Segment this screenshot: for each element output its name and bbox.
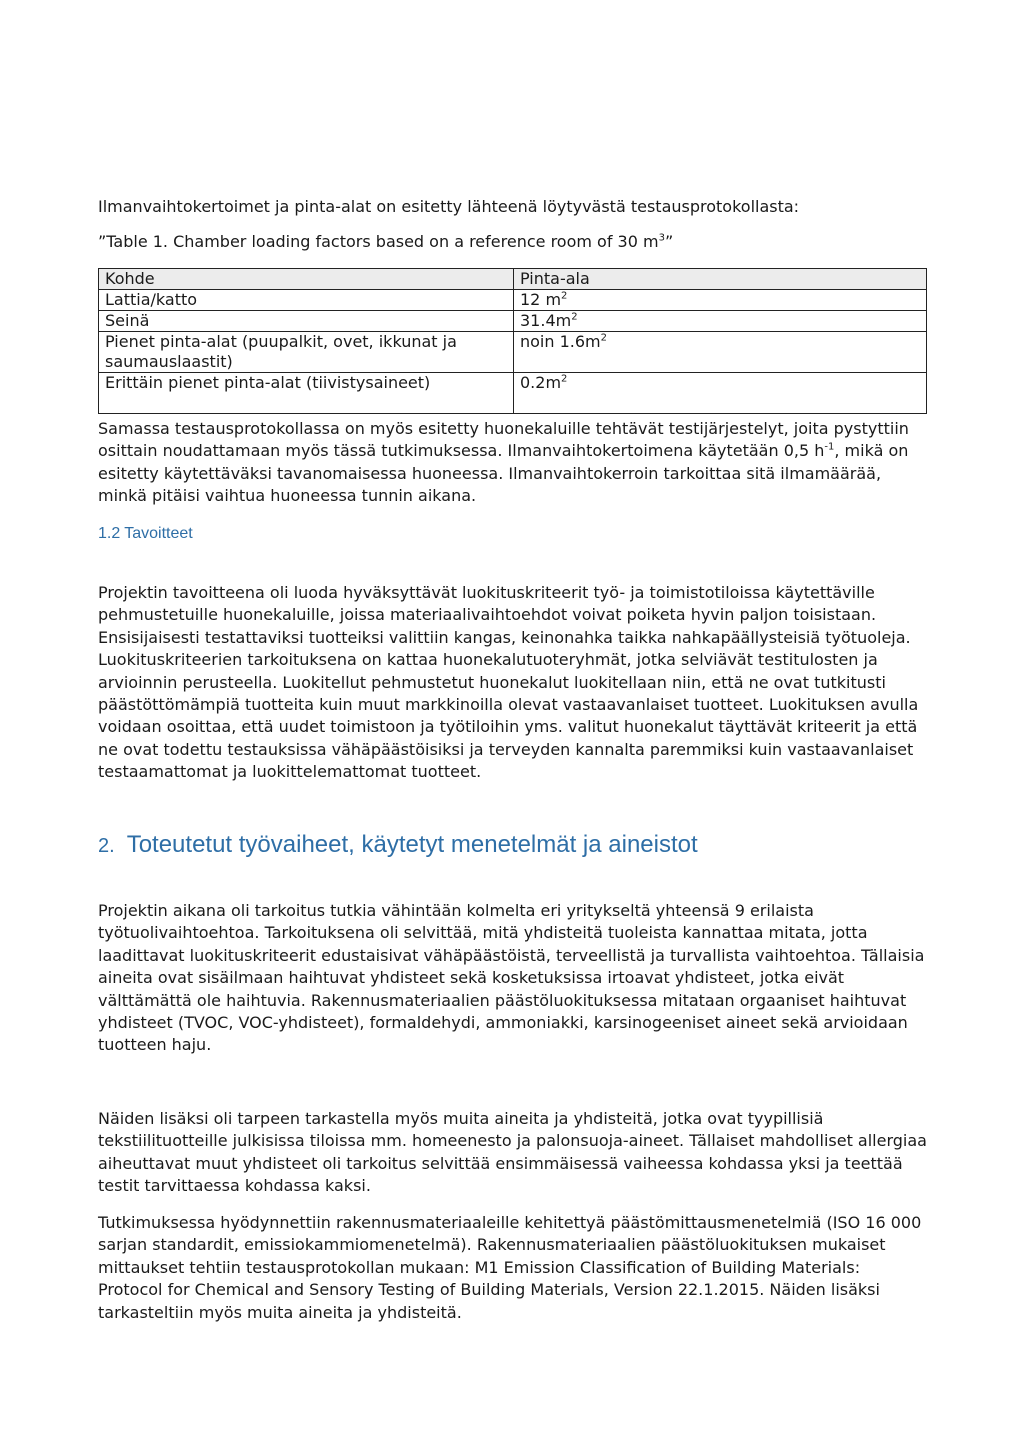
table-row: [99, 332, 927, 373]
intro-paragraph: Ilmanvaihtokertoimet ja pinta-alat on esitetty lähteenä löytyvästä testausprotokollasta:: [98, 197, 800, 216]
cell-unit-superscript: 2: [561, 290, 568, 302]
goals-paragraph: Projektin tavoitteena oli luoda hyväksyttävät luokituskriteerit työ- ja toimistotiloissa käytettäville pehmustetuille huonekaluille, joissa materiaalivaihtoehdot voivat poiketa hyvin paljon toisistaan. Ensisijaisesti testattaviksi tuotteiksi valittiin kangas, keinonahka taikka nahkapäällysteisiä työtuoleja. Luokituskriteerien tarkoituksena on kattaa huonekalutuoteryhmät, jotka selviävät testitulosten ja arvioinnin perusteella. Luokitellut pehmustetut huonekalut luokitellaan niin, että ne ovat tutkitusti päästöttömämpiä tuotteita kuin muut markkinoilla olevat vastaavanlaiset tuotteet. Luokituksen avulla voidaan osoittaa, että uudet toimistoon ja työtiloihin yms. valitut huonekalut täyttävät kriteerit ja että ne ovat todettu testauksissa vähäpäästöisiksi ja terveyden kannalta paremmiksi kuin vastaavanlaiset testaamattomat ja luokittelemattomat tuotteet.: [98, 583, 919, 782]
cell-value: 12 m: [520, 290, 562, 309]
caption-text: ”Table 1. Chamber loading factors based on a reference room of 30 m: [98, 232, 659, 251]
methods-paragraph-2: Näiden lisäksi oli tarpeen tarkastella myös muita aineita ja yhdisteitä, jotka ovat tyypillisiä tekstiilituotteille julkisissa tiloissa mm. homeenesto ja palonsuoja-aineet. Tällaiset mahdolliset allergiaa aiheuttavat muut yhdisteet oli tarkoitus selvittää ensimmäisessä vaiheessa kohdassa yksi ja teettää testit tarvittaessa kohdassa kaksi.: [98, 1109, 927, 1196]
section-heading-2: [98, 828, 698, 863]
table-row: [99, 311, 927, 332]
cell-pinta-ala: [514, 332, 927, 373]
table-row: [99, 373, 927, 414]
chamber-loading-table: [98, 268, 927, 414]
caption-superscript: 3: [658, 232, 665, 244]
caption-close-quote: ”: [664, 232, 674, 251]
header-pinta-ala: Pinta-ala: [514, 269, 927, 290]
section-title: Tavoitteet: [124, 525, 193, 542]
cell-pinta-ala: [514, 311, 927, 332]
protocol-paragraph: [98, 418, 928, 508]
cell-kohde: Erittäin pienet pinta-alat (tiivistysaineet): [99, 373, 514, 414]
section-number: 2.: [98, 835, 115, 857]
section-number: 1.2: [98, 525, 121, 542]
header-kohde: Kohde: [99, 269, 514, 290]
cell-pinta-ala: [514, 290, 927, 311]
para1-text-after: , mikä on esitetty käytettäväksi tavanomaisessa huoneessa. Ilmanvaihtokerroin tarkoittaa sitä ilmamäärää, minkä pitäisi vaihtua huoneessa tunnin aikana.: [98, 441, 909, 506]
para1-text-before: Samassa testausprotokollassa on myös esitetty huonekaluille tehtävät testijärjestelyt, joita pystyttiin osittain noudattamaan myös tässä tutkimuksessa. Ilmanvaihtokertoimena käytetään 0,5 h: [98, 419, 909, 461]
section-title: Toteutetut työvaiheet, käytetyt menetelmät ja aineistot: [126, 831, 698, 858]
cell-kohde: Seinä: [99, 311, 514, 332]
cell-value: 0.2m: [520, 373, 562, 392]
para1-superscript: -1: [824, 442, 835, 454]
cell-unit-superscript: 2: [571, 311, 578, 323]
table-caption-quote: [98, 231, 673, 253]
cell-value: 31.4m: [520, 311, 572, 330]
table-row: [99, 290, 927, 311]
section-heading-1-2: [98, 522, 193, 546]
cell-unit-superscript: 2: [561, 373, 568, 385]
cell-value: noin 1.6m: [520, 332, 601, 351]
methods-paragraph-1: Projektin aikana oli tarkoitus tutkia vähintään kolmelta eri yritykseltä yhteensä 9 erilaista työtuolivaihtoehtoa. Tarkoituksena oli selvittää, mitä yhdisteitä tuoleista kannattaa mitata, jotta laadittavat luokituskriteerit edustaisivat vähäpäästöistä, terveellistä ja turvallista vaihtoehtoa. Tällaisia aineita ovat sisäilmaan haihtuvat yhdisteet sekä kosketuksissa irtoavat yhdisteet, jotka eivät välttämättä ole haihtuvia. Rakennusmateriaalien päästöluokituksessa mitataan orgaaniset haihtuvat yhdisteet (TVOC, VOC-yhdisteet), formaldehydi, ammoniakki, karsinogeeniset aineet sekä arvioidaan tuotteen haju.: [98, 901, 925, 1055]
methods-paragraph-3: Tutkimuksessa hyödynnettiin rakennusmateriaaleille kehitettyä päästömittausmenetelmiä (ISO 16 000 sarjan standardit, emissiokammiomenetelmä). Rakennusmateriaalien päästöluokituksen mukaiset mittaukset tehtiin testausprotokollan mukaan: M1 Emission Classification of Building Materials: Protocol for Chemical and Sensory Testing of Building Materials, Version 22.1.2015. Näiden lisäksi tarkasteltiin myös muita aineita ja yhdisteitä.: [98, 1213, 922, 1322]
cell-pinta-ala: [514, 373, 927, 414]
cell-kohde: Pienet pinta-alat (puupalkit, ovet, ikkunat ja saumauslaastit): [99, 332, 514, 373]
table-header-row: [99, 269, 927, 290]
cell-kohde: Lattia/katto: [99, 290, 514, 311]
cell-unit-superscript: 2: [600, 332, 608, 344]
